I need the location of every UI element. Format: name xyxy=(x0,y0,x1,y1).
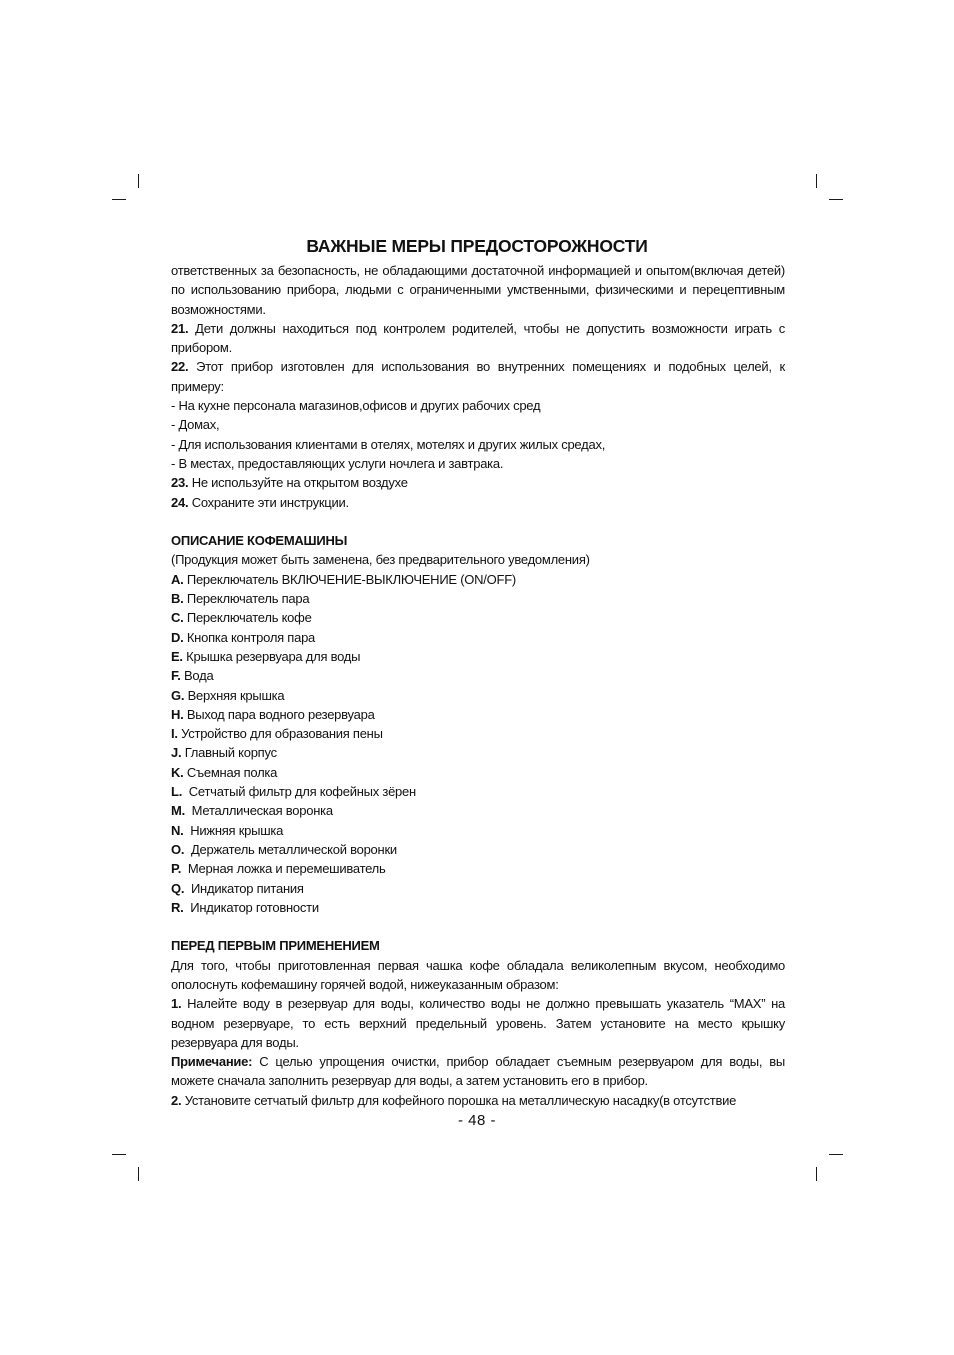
description-heading: ОПИСАНИЕ КОФЕМАШИНЫ xyxy=(171,533,348,549)
part-text: Индикатор питания xyxy=(184,880,304,896)
usage-list-item: - В местах, предоставляющих услуги ночлега и завтрака. xyxy=(171,455,504,471)
part-letter: B. xyxy=(171,591,184,607)
part-text: Верхняя крышка xyxy=(184,687,285,703)
usage-list-item: - Домах, xyxy=(171,417,220,433)
part-item xyxy=(171,705,785,724)
part-item xyxy=(171,782,785,801)
part-letter: N. xyxy=(171,822,184,838)
part-item xyxy=(171,801,785,820)
part-item xyxy=(171,647,785,666)
part-text: Выход пара водного резервуара xyxy=(183,706,375,722)
crop-mark-top-left-horizontal xyxy=(112,199,126,200)
part-item xyxy=(171,879,785,898)
intro-paragraph: ответственных за безопасность, не обладающими достаточной информацией и опытом(включая детей) по использованию прибора, людьми с ограниченными умственными, физическими и перецептивным возможностями. xyxy=(171,263,785,317)
part-text: Держатель металлической воронки xyxy=(184,841,397,857)
rule-21 xyxy=(171,319,785,358)
step-number: 2. xyxy=(171,1092,182,1108)
rule-number: 24. xyxy=(171,494,189,510)
part-text: Крышка резервуара для воды xyxy=(182,648,361,664)
rule-number: 23. xyxy=(171,475,189,491)
part-text: Переключатель пара xyxy=(183,591,310,607)
part-text: Главный корпус xyxy=(181,745,277,761)
rule-text: Не используйте на открытом воздухе xyxy=(188,475,408,491)
parts-list xyxy=(171,570,785,917)
part-letter: R. xyxy=(171,899,184,915)
rule-24 xyxy=(171,493,785,512)
step-number: 1. xyxy=(171,996,182,1012)
part-item xyxy=(171,743,785,762)
part-item xyxy=(171,686,785,705)
part-item xyxy=(171,628,785,647)
part-text: Кнопка контроля пара xyxy=(183,629,316,645)
crop-mark-bottom-left-horizontal xyxy=(112,1154,126,1155)
page-number: - 48 - xyxy=(457,1112,496,1129)
crop-mark-top-left-vertical xyxy=(138,174,139,188)
part-item xyxy=(171,589,785,608)
description-note: (Продукция может быть заменена, без предварительного уведомления) xyxy=(171,552,590,568)
part-letter: I. xyxy=(171,726,178,742)
part-letter: L. xyxy=(171,784,183,800)
crop-mark-bottom-right-vertical xyxy=(816,1167,817,1181)
part-item xyxy=(171,666,785,685)
part-item xyxy=(171,570,785,589)
part-text: Переключатель ВКЛЮЧЕНИЕ-ВЫКЛЮЧЕНИЕ (ON/OFF) xyxy=(183,571,516,587)
rule-text: Сохраните эти инструкции. xyxy=(188,494,349,510)
part-item xyxy=(171,724,785,743)
first-use-step-1 xyxy=(171,994,785,1052)
part-letter: Q. xyxy=(171,880,185,896)
part-letter: O. xyxy=(171,841,185,857)
first-use-intro: Для того, чтобы приготовленная первая чашка кофе обладала великолепным вкусом, необходимо ополоснуть кофемашину горячей водой, нижеуказанным образом: xyxy=(171,957,785,992)
part-letter: M. xyxy=(171,803,185,819)
part-text: Переключатель кофе xyxy=(183,610,312,626)
first-use-step-2 xyxy=(171,1091,785,1110)
part-text: Мерная ложка и перемешиватель xyxy=(181,861,386,877)
part-letter: D. xyxy=(171,629,184,645)
part-item xyxy=(171,859,785,878)
part-text: Съемная полка xyxy=(183,764,278,780)
part-item xyxy=(171,840,785,859)
step-text: Установите сетчатый фильтр для кофейного порошка на металлическую насадку(в отсутствие xyxy=(181,1092,737,1108)
part-text: Сетчатый фильтр для кофейных зёрен xyxy=(182,784,416,800)
usage-list-item: - Для использования клиентами в отелях, мотелях и других жилых средах, xyxy=(171,436,606,452)
part-letter: H. xyxy=(171,706,184,722)
part-letter: P. xyxy=(171,861,182,877)
rule-text: Этот прибор изготовлен для использования во внутренних помещениях и подобных целей, к примеру: xyxy=(171,359,785,394)
part-text: Вода xyxy=(180,668,214,684)
rule-number: 21. xyxy=(171,320,189,336)
page-title: ВАЖНЫЕ МЕРЫ ПРЕДОСТОРОЖНОСТИ xyxy=(306,236,648,256)
document-body xyxy=(171,261,785,1110)
rule-number: 22. xyxy=(171,359,189,375)
part-item xyxy=(171,763,785,782)
part-letter: F. xyxy=(171,668,181,684)
part-text: Металлическая воронка xyxy=(184,803,333,819)
part-item xyxy=(171,821,785,840)
rule-22 xyxy=(171,357,785,396)
crop-mark-bottom-left-vertical xyxy=(138,1167,139,1181)
part-letter: G. xyxy=(171,687,185,703)
rule-text: Дети должны находиться под контролем родителей, чтобы не допустить возможности играть с прибором. xyxy=(171,320,785,356)
part-letter: E. xyxy=(171,648,183,664)
note-text: С целью упрощения очистки, прибор обладает съемным резервуаром для воды, вы можете сначала заполнить резервуар для воды, а затем установить его в прибор. xyxy=(171,1054,785,1089)
part-item xyxy=(171,608,785,627)
part-letter: J. xyxy=(171,745,182,761)
part-text: Устройство для образования пены xyxy=(177,726,383,742)
part-letter: C. xyxy=(171,610,184,626)
part-letter: A. xyxy=(171,571,184,587)
crop-mark-top-right-vertical xyxy=(816,174,817,188)
part-item xyxy=(171,898,785,917)
note-label: Примечание: xyxy=(171,1054,253,1070)
part-letter: K. xyxy=(171,764,184,780)
part-text: Индикатор готовности xyxy=(183,899,319,915)
usage-list-item: - На кухне персонала магазинов,офисов и других рабочих сред xyxy=(171,398,541,414)
crop-mark-top-right-horizontal xyxy=(829,199,843,200)
step-text: Налейте воду в резервуар для воды, количество воды не должно превышать указатель “MAX” на водном резервуаре, то есть верхний предельный уровень. Затем установите на место крышку резервуара для воды. xyxy=(171,996,785,1050)
first-use-note xyxy=(171,1052,785,1091)
part-text: Нижняя крышка xyxy=(183,822,284,838)
crop-mark-bottom-right-horizontal xyxy=(829,1154,843,1155)
rule-23 xyxy=(171,473,785,492)
first-use-heading: ПЕРЕД ПЕРВЫМ ПРИМЕНЕНИЕМ xyxy=(171,938,380,954)
